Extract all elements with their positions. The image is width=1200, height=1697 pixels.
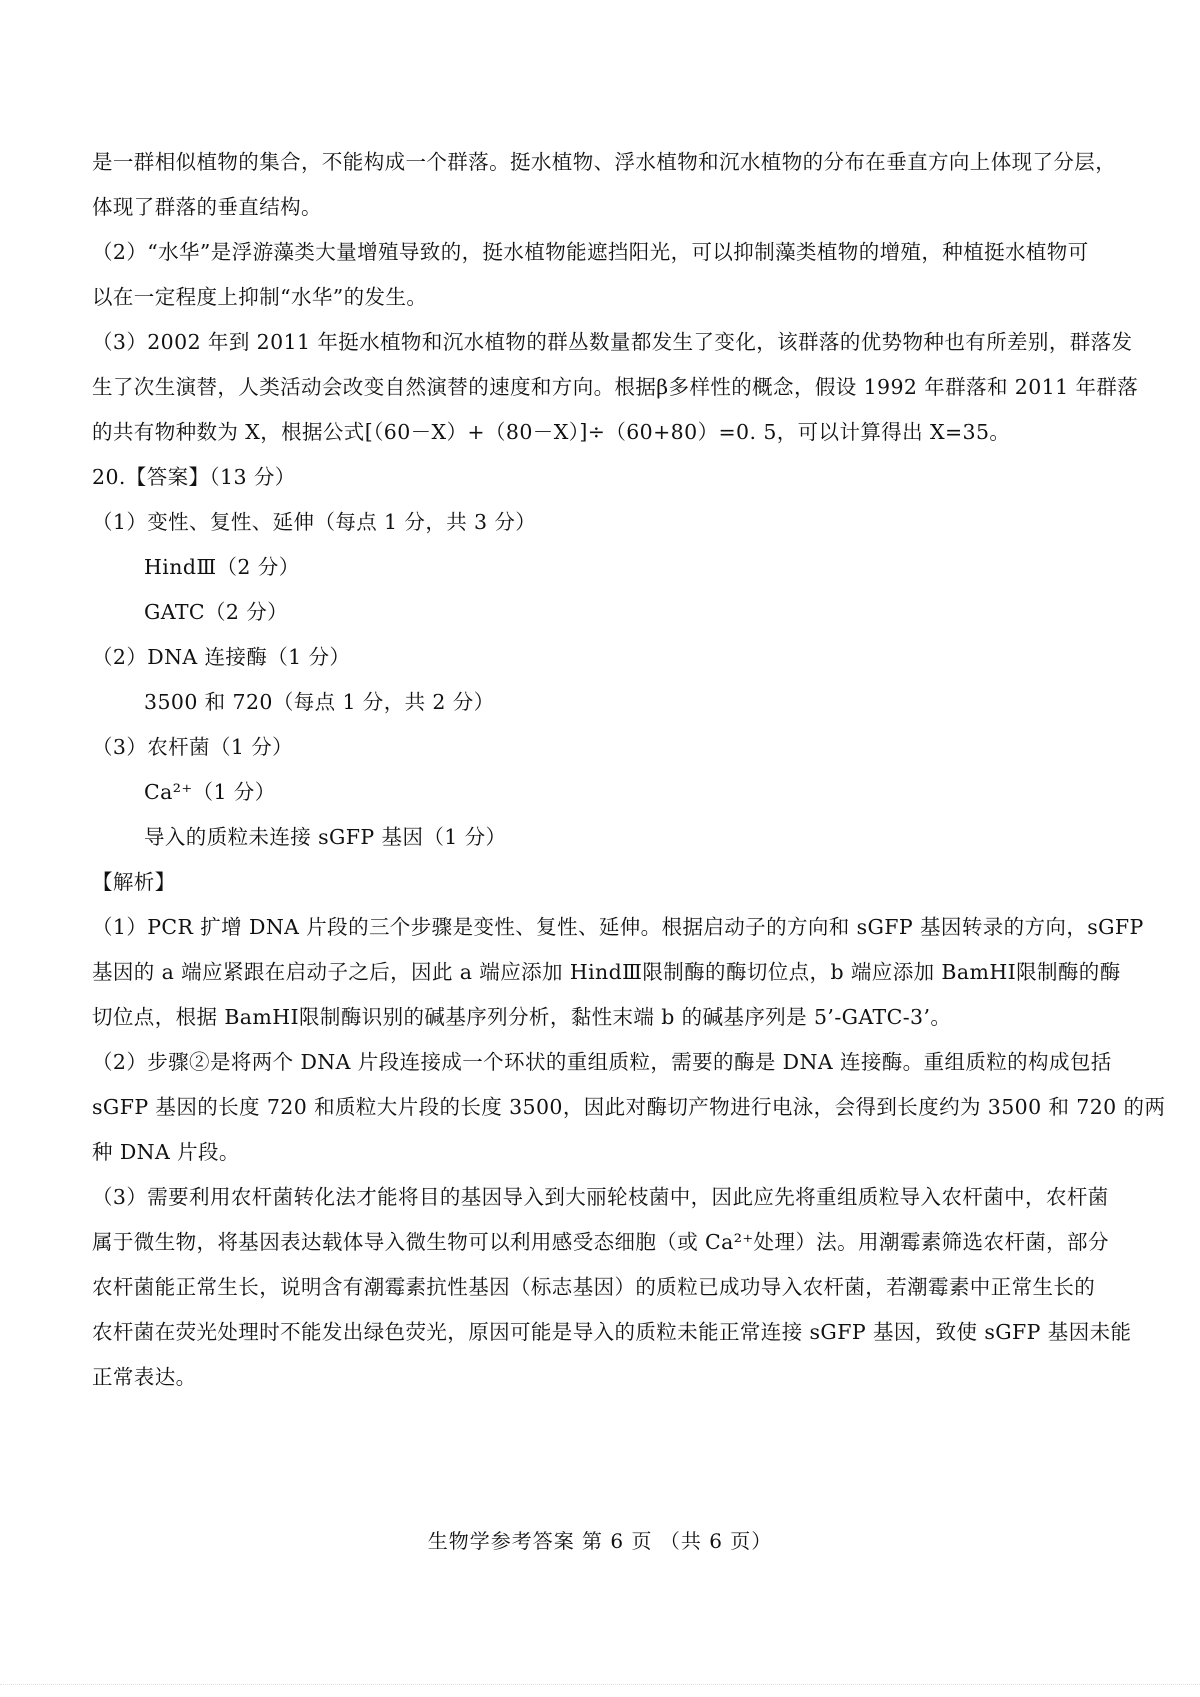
text-line: （2）“水华”是浮游藻类大量增殖导致的，挺水植物能遮挡阳光，可以抑制藻类植物的增殖，种植挺水植物可: [92, 240, 1089, 264]
text-line: 是一群相似植物的集合，不能构成一个群落。挺水植物、浮水植物和沉水植物的分布在垂直方向上体现了分层，: [92, 150, 1117, 174]
page-footer: 生物学参考答案 第 6 页 （共 6 页）: [427, 1529, 773, 1553]
text-line: 种 DNA 片段。: [92, 1140, 240, 1164]
text-line: 生了次生演替，人类活动会改变自然演替的速度和方向。根据β多样性的概念，假设 1992 年群落和 2011 年群落: [92, 375, 1139, 399]
text-line: 正常表达。: [92, 1365, 197, 1389]
page-body: [92, 140, 1166, 1400]
analysis-heading: 【解析】: [92, 870, 176, 894]
text-line: 体现了群落的垂直结构。: [92, 195, 322, 219]
text-line: 属于微生物，将基因表达载体导入微生物可以利用感受态细胞（或 Ca²⁺处理）法。用潮霉素筛选农杆菌，部分: [92, 1230, 1109, 1254]
answer-item: 3500 和 720（每点 1 分，共 2 分）: [144, 690, 495, 714]
text-line: 农杆菌在荧光处理时不能发出绿色荧光，原因可能是导入的质粒未能正常连接 sGFP 基因，致使 sGFP 基因未能: [92, 1320, 1132, 1344]
answer-item: Ca²⁺（1 分）: [144, 780, 276, 804]
text-line: sGFP 基因的长度 720 和质粒大片段的长度 3500，因此对酶切产物进行电泳，会得到长度约为 3500 和 720 的两: [92, 1095, 1166, 1119]
text-line: （1）PCR 扩增 DNA 片段的三个步骤是变性、复性、延伸。根据启动子的方向和 sGFP 基因转录的方向，sGFP: [92, 915, 1144, 939]
text-line: （3）需要利用农杆菌转化法才能将目的基因导入到大丽轮枝菌中，因此应先将重组质粒导入农杆菌中，农杆菌: [92, 1185, 1109, 1209]
answer-item: GATC（2 分）: [144, 600, 289, 624]
text-line: （3）2002 年到 2011 年挺水植物和沉水植物的群丛数量都发生了变化，该群落的优势物种也有所差别，群落发: [92, 330, 1133, 354]
text-line: （2）步骤②是将两个 DNA 片段连接成一个环状的重组质粒，需要的酶是 DNA 连接酶。重组质粒的构成包括: [92, 1050, 1112, 1074]
text-line: 以在一定程度上抑制“水华”的发生。: [92, 285, 428, 309]
text-line: 基因的 a 端应紧跟在启动子之后，因此 a 端应添加 HindⅢ限制酶的酶切位点，b 端应添加 BamHⅠ限制酶的酶: [92, 960, 1121, 984]
answer-part-2: （2）DNA 连接酶（1 分）: [92, 645, 351, 669]
answer-item: HindⅢ（2 分）: [144, 555, 300, 579]
question-20-heading: 20.【答案】（13 分）: [92, 465, 296, 489]
text-line: 农杆菌能正常生长，说明含有潮霉素抗性基因（标志基因）的质粒已成功导入农杆菌，若潮霉素中正常生长的: [92, 1275, 1096, 1299]
page-edge-divider: [0, 1684, 1200, 1697]
text-line: 切位点，根据 BamHⅠ限制酶识别的碱基序列分析，黏性末端 b 的碱基序列是 5’-GATC-3’。: [92, 1005, 952, 1029]
answer-part-1: （1）变性、复性、延伸（每点 1 分，共 3 分）: [92, 510, 537, 534]
answer-item: 导入的质粒未连接 sGFP 基因（1 分）: [144, 825, 507, 849]
answer-part-3: （3）农杆菌（1 分）: [92, 735, 294, 759]
text-line: 的共有物种数为 X，根据公式[（60－X）+（80－X）]÷（60+80）=0. 5，可以计算得出 X=35。: [92, 420, 1011, 444]
